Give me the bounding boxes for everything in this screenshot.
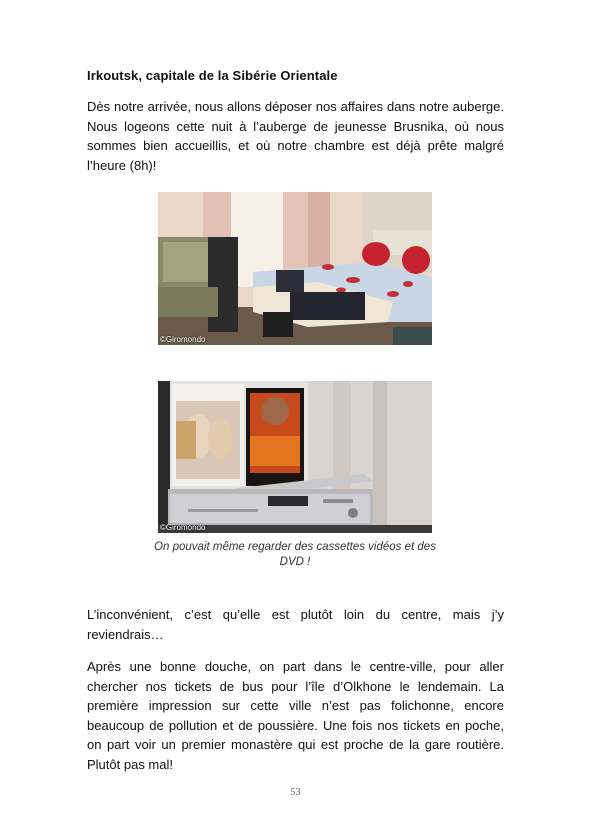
dvd-player-photo bbox=[158, 381, 432, 533]
hostel-room-image bbox=[158, 192, 432, 345]
inconvenient-paragraph: L’inconvénient, c’est qu’elle est plutôt loin du centre, mais j’y reviendrais… bbox=[87, 607, 504, 642]
section-heading: Irkoutsk, capitale de la Sibérie Orientale bbox=[87, 68, 338, 83]
dvd-photo-caption: On pouvait même regarder des cassettes vidéos et des DVD ! bbox=[154, 541, 436, 568]
dvd-photo-credit: ©Giromondo bbox=[160, 523, 206, 532]
room-photo-credit: ©Giromondo bbox=[160, 335, 206, 344]
afternoon-paragraph: Après une bonne douche, on part dans le centre-ville, pour aller chercher nos tickets de bus pour l’île d’Olkhone le lendemain. La première impression sur cette ville n’est pas folichonne, encore beaucoup de pollution et de poussière. Une fois nos tickets en poche, on part voir un premier monastère qui est proche de la gare routière. Plutôt pas mal! bbox=[87, 659, 504, 772]
dvd-player-image bbox=[158, 381, 432, 533]
intro-paragraph: Dès notre arrivée, nous allons déposer nos affaires dans notre auberge. Nous logeons cette nuit à l’auberge de jeunesse Brusnika, où nous sommes bien accueillis, et où notre chambre est déjà prête malgré l’heure (8h)! bbox=[87, 99, 504, 173]
hostel-room-photo bbox=[158, 192, 432, 345]
page-number: 53 bbox=[290, 787, 301, 798]
page-content bbox=[87, 66, 504, 175]
